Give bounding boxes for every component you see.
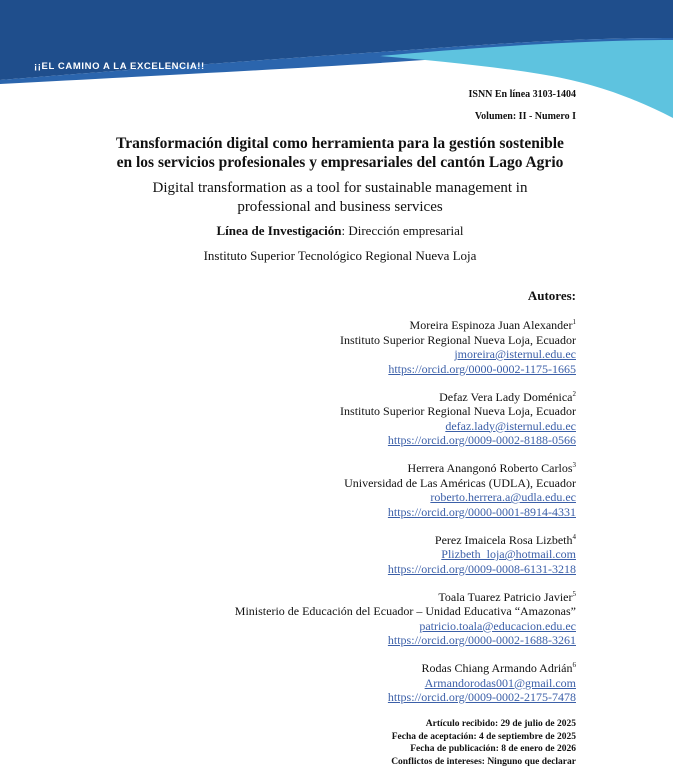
title-en-line: Digital transformation as a tool for sustainable management in <box>152 180 528 196</box>
title-es-line: en los servicios profesionales y empresariales del cantón Lago Agrio <box>116 154 564 171</box>
author-orcid-link[interactable]: https://orcid.org/0000-0001-8914-4331 <box>387 504 576 519</box>
article-dates <box>391 718 576 768</box>
author-block <box>156 661 576 705</box>
author-block <box>156 390 576 448</box>
institute-name: Instituto Superior Tecnológico Regional Nueva Loja <box>203 248 477 263</box>
author-affiliation: Ministerio de Educación del Ecuador – Unidad Educativa “Amazonas” <box>234 604 576 618</box>
author-name: Herrera Anangonó Roberto Carlos$^3$ <box>407 461 576 475</box>
journal-slogan: ¡¡EL CAMINO A LA EXCELENCIA!! <box>34 61 205 72</box>
article-title-english <box>60 179 620 217</box>
conflicts-of-interest: Conflictos de intereses: Ninguno que declarar <box>391 756 576 767</box>
author-block <box>156 590 576 648</box>
author-email-link[interactable]: patricio.toala@educacion.edu.ec <box>419 618 576 633</box>
author-orcid-link[interactable]: https://orcid.org/0009-0008-6131-3218 <box>387 561 576 576</box>
date-received: Artículo recibido: 29 de julio de 2025 <box>425 719 576 729</box>
author-name: Toala Tuarez Patricio Javier$^5$ <box>438 589 576 604</box>
author-footnote: 4 <box>572 532 576 541</box>
author-orcid-link[interactable]: https://orcid.org/0000-0002-1175-1665 <box>388 361 576 376</box>
research-line <box>60 223 620 239</box>
title-en-line: professional and business services <box>237 199 443 215</box>
article-title-spanish <box>60 134 620 172</box>
title-es-line: Transformación digital como herramienta para la gestión sostenible <box>116 135 564 152</box>
research-line-label: Línea de Investigación <box>216 223 342 238</box>
authors-heading: Autores: <box>527 288 576 303</box>
author-affiliation: Universidad de Las Américas (UDLA), Ecuador <box>344 475 576 490</box>
author-orcid-link[interactable]: https://orcid.org/0000-0002-1688-3261 <box>387 633 576 647</box>
authors-list <box>156 318 576 718</box>
author-block <box>156 461 576 519</box>
author-affiliation: Instituto Superior Regional Nueva Loja, Ecuador <box>340 332 576 347</box>
author-orcid-link[interactable]: https://orcid.org/0009-0002-8188-0566 <box>387 433 576 447</box>
research-line-value: : Dirección empresarial <box>341 223 464 238</box>
author-block <box>156 533 576 577</box>
date-published: Fecha de publicación: 8 de enero de 2026 <box>410 744 576 754</box>
date-accepted: Fecha de aceptación: 4 de septiembre de 2025 <box>391 731 576 742</box>
author-email-link[interactable]: jmoreira@isternul.edu.ec <box>454 347 576 361</box>
author-email-link[interactable]: defaz.lady@isternul.edu.ec <box>445 418 576 433</box>
author-footnote: 5 <box>572 589 576 598</box>
author-footnote: 6 <box>572 661 576 669</box>
author-email-link[interactable]: Plizbeth_loja@hotmail.com <box>441 547 576 561</box>
volume-label: Volumen: II - Numero I <box>474 111 576 122</box>
header-banner <box>0 0 673 120</box>
issn-label: ISNN En línea 3103-1404 <box>468 89 576 100</box>
banner-waves-graphic <box>0 0 673 120</box>
author-name: Defaz Vera Lady Doménica$^2$ <box>439 389 576 404</box>
author-email-link[interactable]: roberto.herrera.a@udla.edu.ec <box>430 490 576 504</box>
author-name: Rodas Chiang Armando Adrián$^6$ <box>421 661 576 675</box>
author-block <box>156 318 576 376</box>
author-name: Moreira Espinoza Juan Alexander$^1$ <box>409 318 576 332</box>
author-name: Perez Imaicela Rosa Lizbeth$^4$ <box>434 532 576 547</box>
author-affiliation: Instituto Superior Regional Nueva Loja, Ecuador <box>340 404 576 418</box>
author-footnote: 2 <box>572 389 576 398</box>
author-orcid-link[interactable]: https://orcid.org/0009-0002-2175-7478 <box>387 690 576 704</box>
author-footnote: 3 <box>572 461 576 469</box>
author-email-link[interactable]: Armandorodas001@gmail.com <box>424 675 576 690</box>
author-footnote: 1 <box>572 318 576 326</box>
